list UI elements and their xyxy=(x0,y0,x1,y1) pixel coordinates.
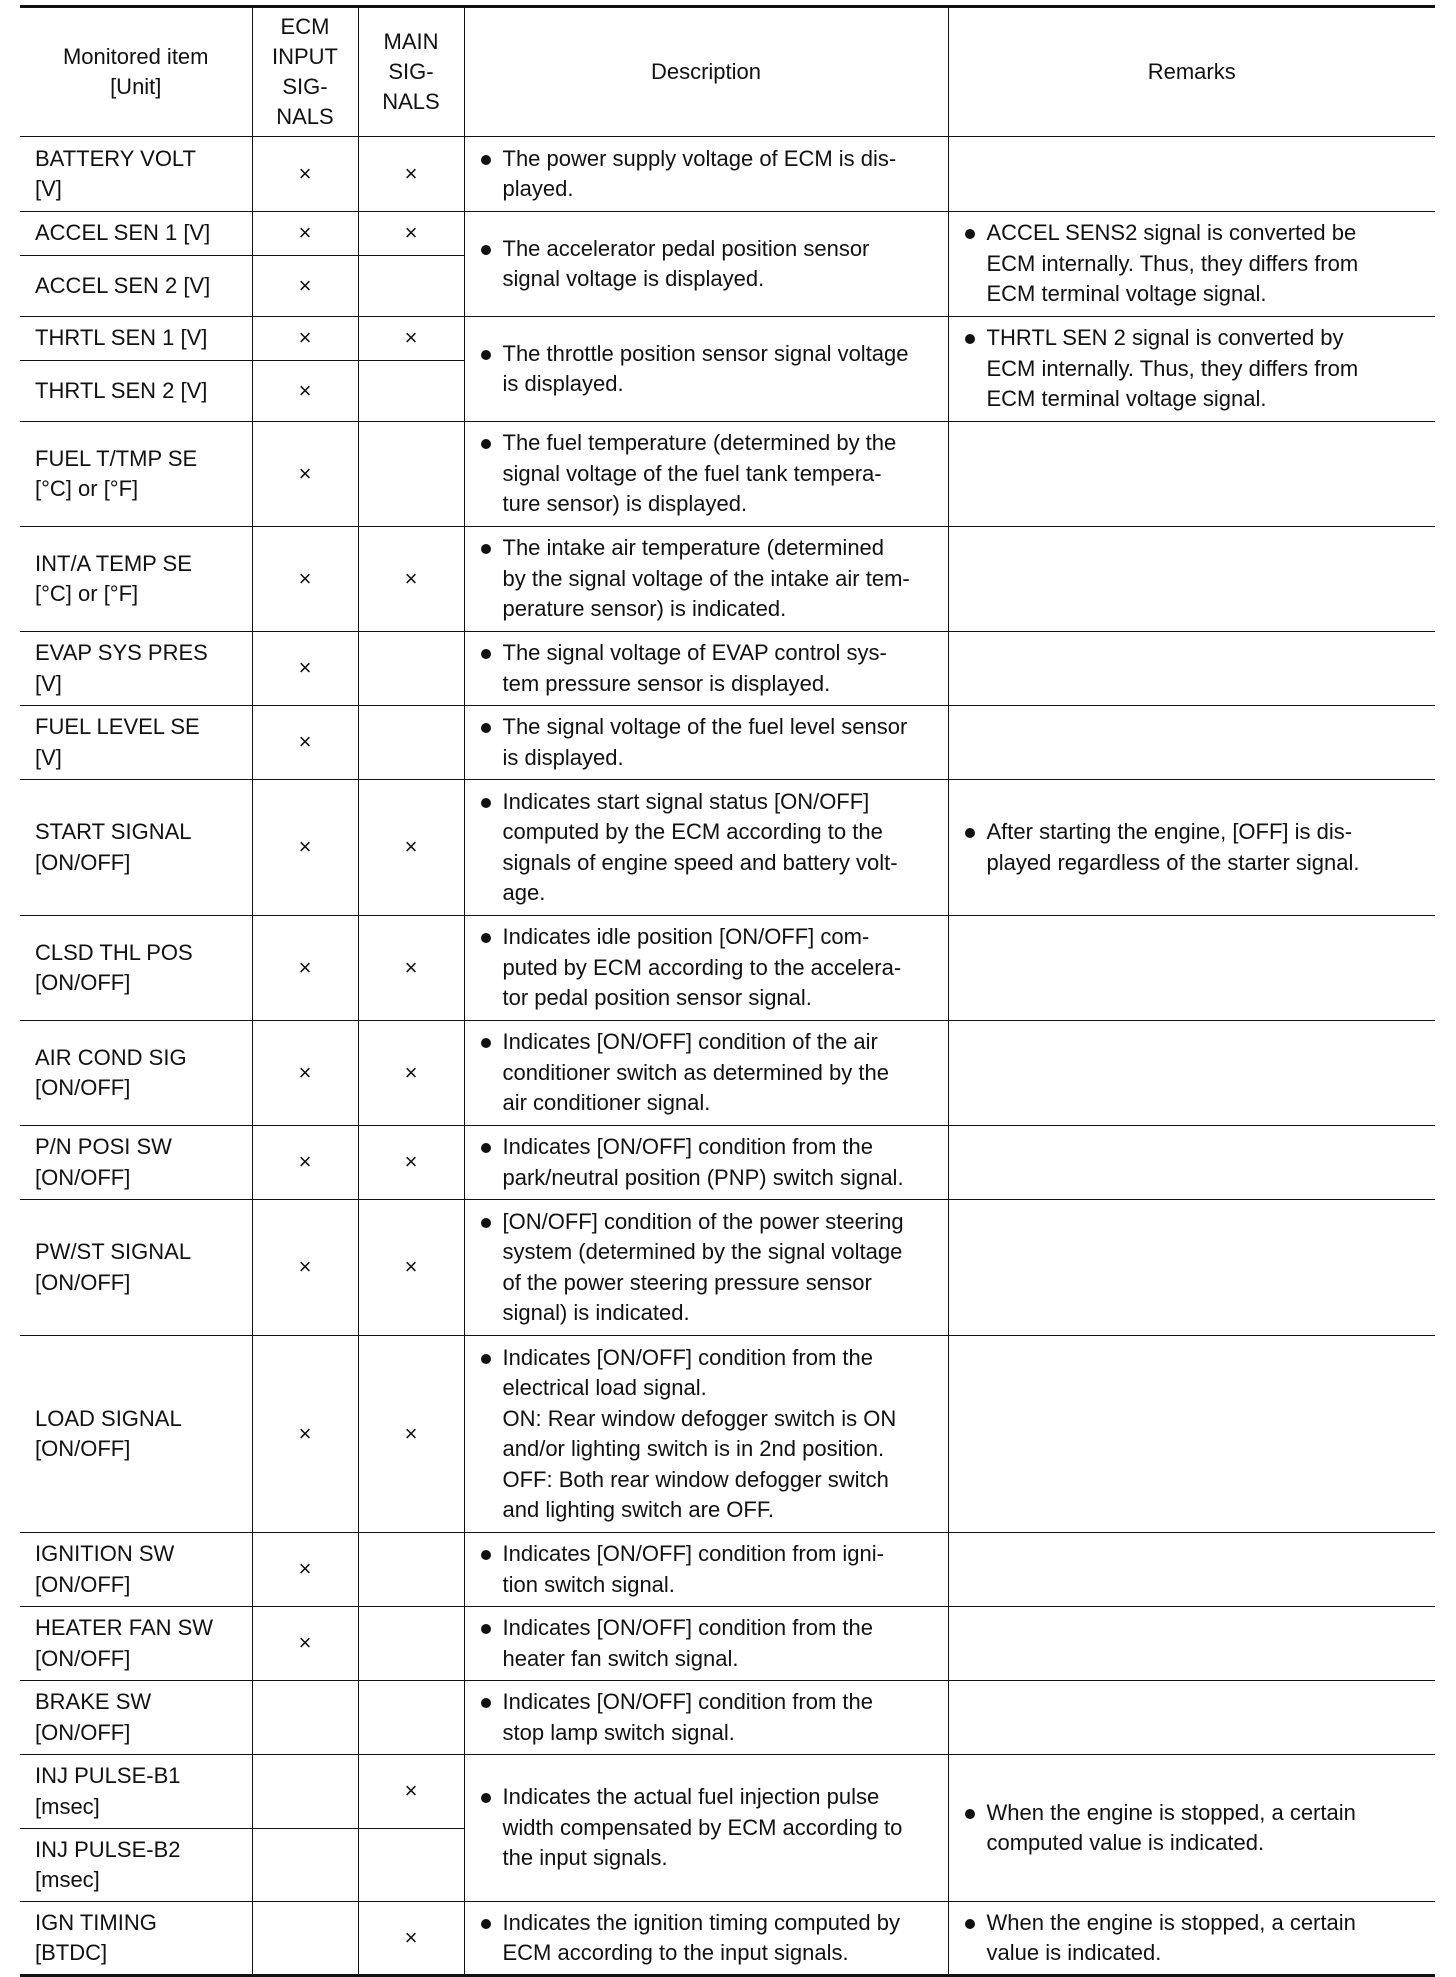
description-cell: The throttle position sensor signal voltage is displayed. xyxy=(464,317,948,422)
header-ecm-input-signals: ECM INPUT SIG- NALS xyxy=(252,7,358,137)
table-row xyxy=(20,1755,1435,1829)
main-signal-mark xyxy=(358,632,464,706)
ecm-input-mark: × xyxy=(252,1533,358,1607)
table-row xyxy=(20,916,1435,1021)
table-row xyxy=(20,632,1435,706)
remarks-cell xyxy=(948,1681,1435,1755)
table-row xyxy=(20,1533,1435,1607)
ecm-input-mark xyxy=(252,1755,358,1829)
table-row xyxy=(20,1336,1435,1533)
monitored-item-cell: INJ PULSE-B1 [msec] xyxy=(20,1755,252,1829)
monitored-item-cell: THRTL SEN 1 [V] xyxy=(20,317,252,361)
main-signal-mark xyxy=(358,1829,464,1902)
table-row xyxy=(20,137,1435,212)
remarks-cell: ACCEL SENS2 signal is converted be ECM internally. Thus, they differs from ECM terminal voltage signal. xyxy=(948,212,1435,317)
main-signal-mark: × xyxy=(358,137,464,212)
description-cell: The accelerator pedal position sensor signal voltage is displayed. xyxy=(464,212,948,317)
main-signal-mark xyxy=(358,422,464,527)
ecm-input-mark: × xyxy=(252,632,358,706)
description-cell: Indicates [ON/OFF] condition from igni- tion switch signal. xyxy=(464,1533,948,1607)
table-row xyxy=(20,1200,1435,1336)
monitored-item-cell: INT/A TEMP SE [°C] or [°F] xyxy=(20,527,252,632)
ecm-input-mark: × xyxy=(252,317,358,361)
table-row xyxy=(20,1681,1435,1755)
header-main-signals: MAIN SIG- NALS xyxy=(358,7,464,137)
remarks-cell xyxy=(948,1126,1435,1200)
table-row xyxy=(20,1607,1435,1681)
main-signal-mark: × xyxy=(358,1021,464,1126)
main-signal-mark xyxy=(358,1533,464,1607)
ecm-input-mark: × xyxy=(252,780,358,916)
monitored-item-cell: P/N POSI SW [ON/OFF] xyxy=(20,1126,252,1200)
monitored-item-cell: BRAKE SW [ON/OFF] xyxy=(20,1681,252,1755)
monitor-table-page xyxy=(20,5,1435,1977)
description-cell: The signal voltage of EVAP control sys- tem pressure sensor is displayed. xyxy=(464,632,948,706)
remarks-cell xyxy=(948,1607,1435,1681)
ecm-input-mark: × xyxy=(252,1607,358,1681)
remarks-cell xyxy=(948,1336,1435,1533)
remarks-cell xyxy=(948,422,1435,527)
description-cell: The power supply voltage of ECM is dis- played. xyxy=(464,137,948,212)
remarks-cell: When the engine is stopped, a certain value is indicated. xyxy=(948,1902,1435,1976)
description-cell: Indicates [ON/OFF] condition from the stop lamp switch signal. xyxy=(464,1681,948,1755)
ecm-input-mark: × xyxy=(252,1200,358,1336)
monitored-item-cell: IGN TIMING [BTDC] xyxy=(20,1902,252,1976)
description-cell: The signal voltage of the fuel level sensor is displayed. xyxy=(464,706,948,780)
ecm-input-mark: × xyxy=(252,1021,358,1126)
ecm-input-mark: × xyxy=(252,1336,358,1533)
description-cell: Indicates [ON/OFF] condition of the air conditioner switch as determined by the air conditioner signal. xyxy=(464,1021,948,1126)
remarks-cell xyxy=(948,706,1435,780)
monitored-item-cell: ACCEL SEN 2 [V] xyxy=(20,256,252,317)
monitored-item-cell: BATTERY VOLT [V] xyxy=(20,137,252,212)
header-monitored-item: Monitored item [Unit] xyxy=(20,7,252,137)
remarks-cell xyxy=(948,916,1435,1021)
main-signal-mark: × xyxy=(358,1336,464,1533)
main-signal-mark xyxy=(358,256,464,317)
description-cell: Indicates [ON/OFF] condition from the heater fan switch signal. xyxy=(464,1607,948,1681)
remarks-cell: THRTL SEN 2 signal is converted by ECM internally. Thus, they differs from ECM terminal voltage signal. xyxy=(948,317,1435,422)
monitored-item-cell: EVAP SYS PRES [V] xyxy=(20,632,252,706)
monitored-item-cell: IGNITION SW [ON/OFF] xyxy=(20,1533,252,1607)
ecm-input-mark xyxy=(252,1902,358,1976)
monitored-item-cell: THRTL SEN 2 [V] xyxy=(20,361,252,422)
table-row xyxy=(20,1021,1435,1126)
ecm-input-mark: × xyxy=(252,706,358,780)
header-row xyxy=(20,7,1435,137)
main-signal-mark: × xyxy=(358,1755,464,1829)
monitored-item-cell: ACCEL SEN 1 [V] xyxy=(20,212,252,256)
table-row xyxy=(20,706,1435,780)
table-row xyxy=(20,1902,1435,1976)
ecm-input-mark: × xyxy=(252,422,358,527)
description-cell: Indicates start signal status [ON/OFF] computed by the ECM according to the signals of engine speed and battery volt- age. xyxy=(464,780,948,916)
main-signal-mark: × xyxy=(358,1126,464,1200)
main-signal-mark xyxy=(358,1681,464,1755)
monitored-item-cell: LOAD SIGNAL [ON/OFF] xyxy=(20,1336,252,1533)
description-cell: [ON/OFF] condition of the power steering system (determined by the signal voltage of the power steering pressure sensor signal) is indicated. xyxy=(464,1200,948,1336)
monitored-item-cell: CLSD THL POS [ON/OFF] xyxy=(20,916,252,1021)
ecm-input-mark: × xyxy=(252,527,358,632)
ecm-input-mark: × xyxy=(252,1126,358,1200)
main-signal-mark: × xyxy=(358,317,464,361)
description-cell: Indicates [ON/OFF] condition from the park/neutral position (PNP) switch signal. xyxy=(464,1126,948,1200)
main-signal-mark: × xyxy=(358,527,464,632)
header-remarks: Remarks xyxy=(948,7,1435,137)
main-signal-mark: × xyxy=(358,1200,464,1336)
monitored-item-cell: INJ PULSE-B2 [msec] xyxy=(20,1829,252,1902)
table-row xyxy=(20,780,1435,916)
ecm-input-mark: × xyxy=(252,256,358,317)
remarks-cell xyxy=(948,632,1435,706)
remarks-cell xyxy=(948,1021,1435,1126)
description-cell: Indicates idle position [ON/OFF] com- puted by ECM according to the accelera- tor pedal position sensor signal. xyxy=(464,916,948,1021)
ecm-input-mark xyxy=(252,1829,358,1902)
remarks-cell xyxy=(948,527,1435,632)
monitored-item-cell: FUEL T/TMP SE [°C] or [°F] xyxy=(20,422,252,527)
main-signal-mark: × xyxy=(358,780,464,916)
ecm-input-mark: × xyxy=(252,361,358,422)
monitored-item-cell: FUEL LEVEL SE [V] xyxy=(20,706,252,780)
table-row xyxy=(20,212,1435,256)
description-cell: Indicates the actual fuel injection pulse width compensated by ECM according to the input signals. xyxy=(464,1755,948,1902)
description-cell: The fuel temperature (determined by the signal voltage of the fuel tank tempera- ture sensor) is displayed. xyxy=(464,422,948,527)
data-monitor-table xyxy=(20,5,1435,1977)
header-description: Description xyxy=(464,7,948,137)
remarks-cell: When the engine is stopped, a certain computed value is indicated. xyxy=(948,1755,1435,1902)
table-row xyxy=(20,527,1435,632)
remarks-cell xyxy=(948,1533,1435,1607)
remarks-cell xyxy=(948,137,1435,212)
main-signal-mark: × xyxy=(358,1902,464,1976)
monitored-item-cell: PW/ST SIGNAL [ON/OFF] xyxy=(20,1200,252,1336)
table-row xyxy=(20,422,1435,527)
table-row xyxy=(20,1126,1435,1200)
description-cell: The intake air temperature (determined by the signal voltage of the intake air tem- perature sensor) is indicated. xyxy=(464,527,948,632)
monitored-item-cell: START SIGNAL [ON/OFF] xyxy=(20,780,252,916)
remarks-cell: After starting the engine, [OFF] is dis- played regardless of the starter signal. xyxy=(948,780,1435,916)
monitored-item-cell: AIR COND SIG [ON/OFF] xyxy=(20,1021,252,1126)
remarks-cell xyxy=(948,1200,1435,1336)
monitored-item-cell: HEATER FAN SW [ON/OFF] xyxy=(20,1607,252,1681)
ecm-input-mark xyxy=(252,1681,358,1755)
main-signal-mark xyxy=(358,706,464,780)
ecm-input-mark: × xyxy=(252,137,358,212)
main-signal-mark xyxy=(358,361,464,422)
table-row xyxy=(20,317,1435,361)
description-cell: Indicates [ON/OFF] condition from the electrical load signal. ON: Rear window defogger switch is ON and/or lighting switch is in 2nd position. OFF: Both rear window defogger switch and lighting switch are OFF. xyxy=(464,1336,948,1533)
main-signal-mark xyxy=(358,1607,464,1681)
ecm-input-mark: × xyxy=(252,916,358,1021)
main-signal-mark: × xyxy=(358,916,464,1021)
main-signal-mark: × xyxy=(358,212,464,256)
description-cell: Indicates the ignition timing computed by ECM according to the input signals. xyxy=(464,1902,948,1976)
ecm-input-mark: × xyxy=(252,212,358,256)
